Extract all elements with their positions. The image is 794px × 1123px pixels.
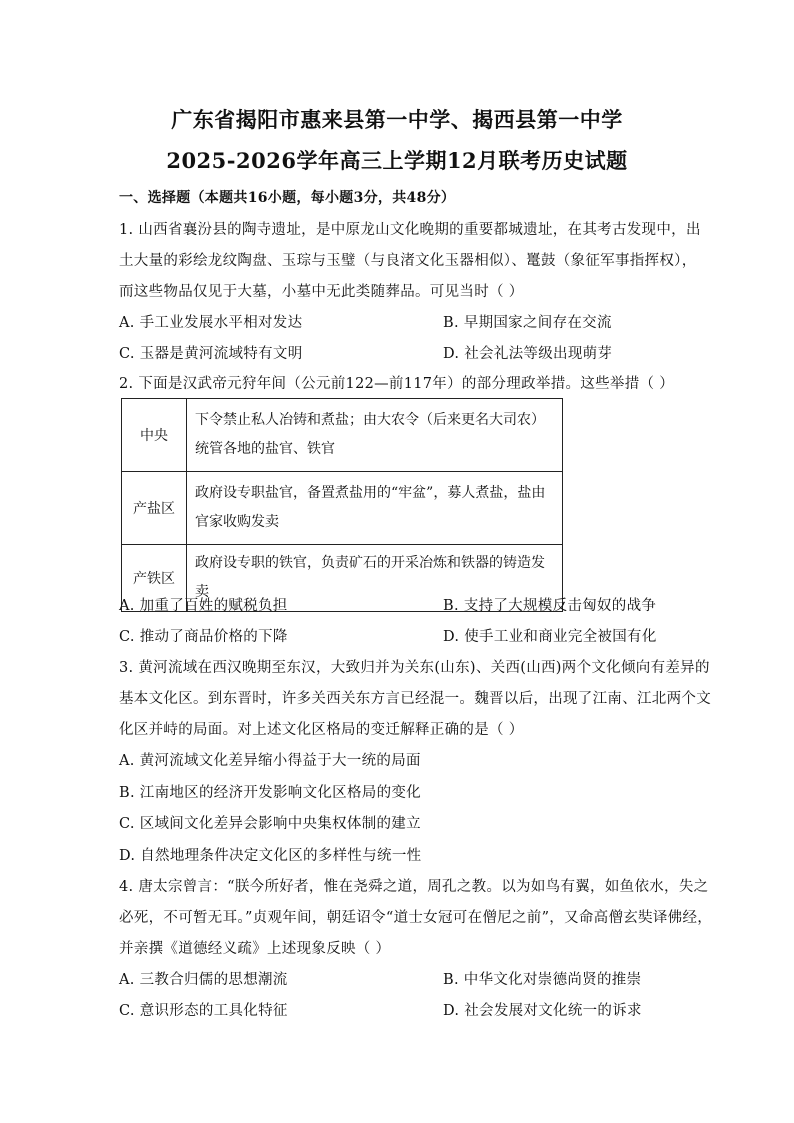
question-2-option-c: C. 推动了商品价格的下降: [119, 629, 288, 645]
question-2-line-1: 2. 下面是汉武帝元狩年间（公元前122—前117年）的部分理政举措。这些举措（ ）: [119, 376, 675, 392]
question-1-option-a: A. 手工业发展水平相对发达: [119, 315, 303, 331]
question-1-option-d: D. 社会礼法等级出现萌芽: [443, 346, 613, 362]
table-desc-cell: 政府设专职盐官，备置煮盐用的“牢盆”，募人煮盐，盐由官家收购发卖: [187, 472, 563, 545]
question-3-option-a: A. 黄河流域文化差异缩小得益于大一统的局面: [119, 753, 421, 769]
question-3-line-2: 基本文化区。到东晋时，许多关西关东方言已经混一。魏晋以后，出现了江南、江北两个文: [119, 691, 711, 707]
table-desc-cell: 下令禁止私人冶铸和煮盐；由大农令（后来更名大司农）统管各地的盐官、铁官: [187, 399, 563, 472]
table-row: [122, 399, 563, 472]
table-desc-cell: 政府设专职的铁官，负责矿石的开采冶炼和铁器的铸造发卖: [187, 545, 563, 612]
question-1-line-1: 1. 山西省襄汾县的陶寺遗址，是中原龙山文化晚期的重要都城遗址，在其考古发现中，出: [119, 222, 701, 238]
exam-title-line2: 2025-2026学年高三上学期12月联考历史试题: [166, 148, 628, 173]
table-region-cell: 产盐区: [122, 472, 187, 545]
question-4-line-1: 4. 唐太宗曾言：“朕今所好者，惟在尧舜之道，周孔之教。以为如鸟有翼，如鱼依水，失之: [119, 879, 709, 895]
section-heading: 一、选择题（本题共16小题，每小题3分，共48分）: [119, 190, 456, 206]
question-2-option-b: B. 支持了大规模反击匈奴的战争: [443, 598, 657, 614]
table-region-cell: 中央: [122, 399, 187, 472]
question-1-option-b: B. 早期国家之间存在交流: [443, 315, 612, 331]
question-2-option-d: D. 使手工业和商业完全被国有化: [443, 629, 657, 645]
question-3-line-1: 3. 黄河流域在西汉晚期至东汉，大致归并为关东(山东)、关西(山西)两个文化倾向有差异的: [119, 660, 710, 676]
table-row: [122, 472, 563, 545]
table-region-cell: 产铁区: [122, 545, 187, 612]
question-4-line-3: 并亲撰《道德经义疏》上述现象反映（ ）: [119, 941, 391, 957]
question-4-option-a: A. 三教合归儒的思想潮流: [119, 972, 288, 988]
policy-table: [121, 398, 563, 612]
question-1-line-2: 土大量的彩绘龙纹陶盘、玉琮与玉璧（与良渚文化玉器相似）、鼍鼓（象征军事指挥权），: [119, 253, 697, 269]
question-3-line-3: 化区并峙的局面。对上述文化区格局的变迁解释正确的是（ ）: [119, 722, 524, 738]
question-1-option-c: C. 玉器是黄河流域特有文明: [119, 346, 303, 362]
question-4-option-b: B. 中华文化对崇德尚贤的推崇: [443, 972, 642, 988]
question-3-option-d: D. 自然地理条件决定文化区的多样性与统一性: [119, 848, 422, 864]
question-3-option-b: B. 江南地区的经济开发影响文化区格局的变化: [119, 785, 421, 801]
question-2-option-a: A. 加重了百姓的赋税负担: [119, 598, 288, 614]
question-4-option-c: C. 意识形态的工具化特征: [119, 1003, 288, 1019]
question-1-line-3: 而这些物品仅见于大墓，小墓中无此类随葬品。可见当时（ ）: [119, 284, 524, 300]
question-4-line-2: 必死，不可暂无耳。”贞观年间，朝廷诏令“道士女冠可在僧尼之前”，又命高僧玄奘译佛经，: [119, 910, 713, 926]
question-4-option-d: D. 社会发展对文化统一的诉求: [443, 1003, 642, 1019]
exam-title-line1: 广东省揭阳市惠来县第一中学、揭西县第一中学: [171, 107, 623, 132]
question-3-option-c: C. 区域间文化差异会影响中央集权体制的建立: [119, 816, 421, 832]
